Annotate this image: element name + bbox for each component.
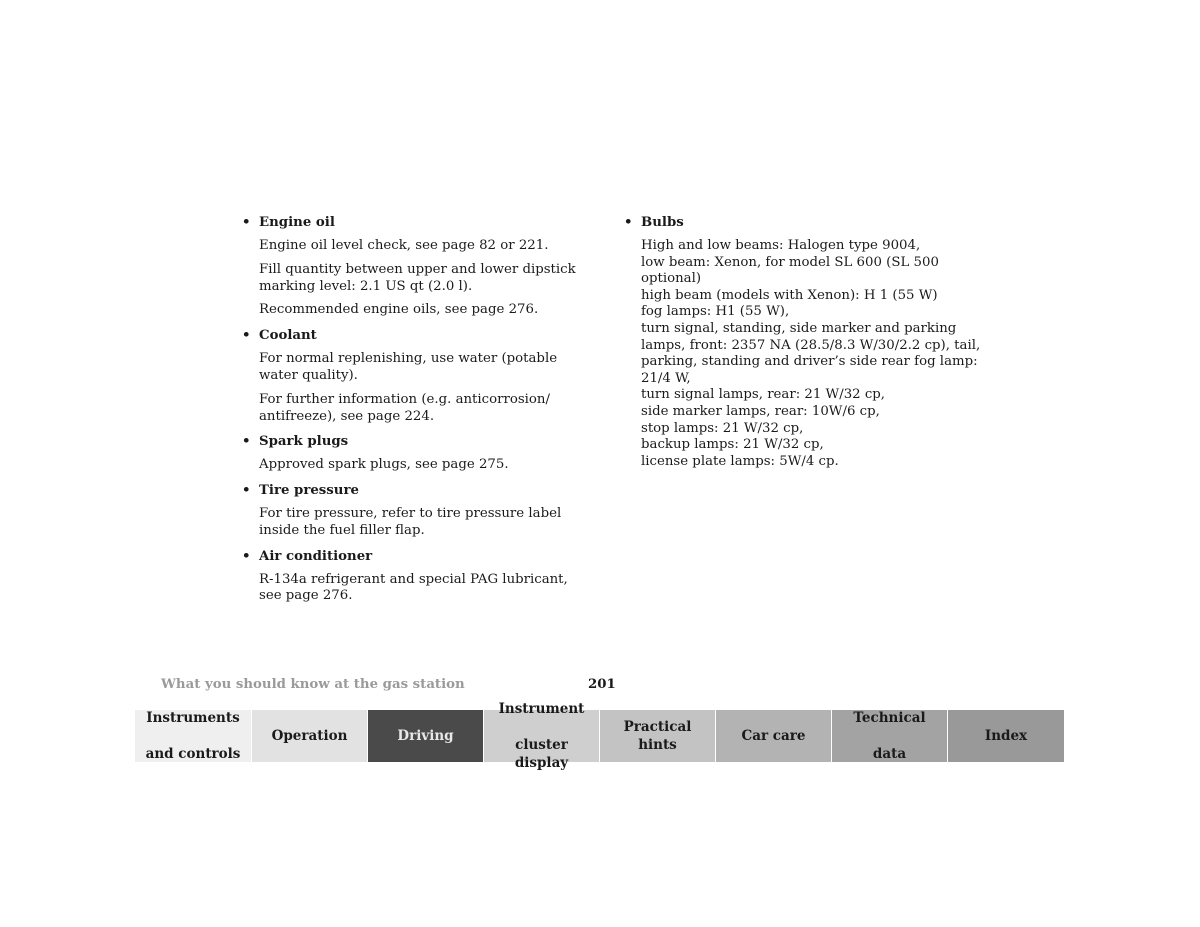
section-line: see page 276.: [259, 588, 353, 604]
tab-label: and controls: [145, 746, 241, 762]
section-paragraph: Fill quantity between upper and lower dipstick marking level: 2.1 US qt (2.0 l).: [259, 261, 576, 294]
bulb-line: turn signal lamps, rear: 21 W/32 cp,: [641, 387, 886, 403]
section-paragraph: Engine oil level check, see page 82 or 221.: [259, 238, 549, 253]
tab-instrument-cluster-display[interactable]: [484, 701, 600, 771]
page-number: 201: [588, 677, 616, 692]
bulb-line: high beam (models with Xenon): H 1 (55 W): [641, 287, 938, 303]
bullet-icon: •: [242, 548, 251, 564]
tab-car-care[interactable]: [716, 710, 832, 762]
bullet-icon: •: [242, 328, 251, 344]
bulb-line: license plate lamps: 5W/4 cp.: [641, 453, 839, 469]
bulb-line: backup lamps: 21 W/32 cp,: [641, 437, 824, 453]
tab-label: Driving: [397, 728, 454, 744]
tab-instruments-and-controls[interactable]: [135, 710, 252, 762]
section-heading: Bulbs: [641, 215, 684, 230]
bulb-line: low beam: Xenon, for model SL 600 (SL 500: [641, 254, 939, 270]
tab-label: cluster display: [514, 737, 569, 771]
tab-label: Instruments: [146, 710, 240, 726]
bulbs-list: [624, 238, 981, 470]
bulb-line: stop lamps: 21 W/32 cp,: [641, 420, 804, 436]
bulb-line: side marker lamps, rear: 10W/6 cp,: [641, 403, 880, 419]
bullet-icon: •: [624, 215, 633, 230]
tab-label: Technical: [853, 710, 926, 726]
tab-label: Index: [984, 728, 1028, 744]
tab-label: Instrument: [498, 701, 585, 717]
section-paragraph: For further information (e.g. anticorrosion/ antifreeze), see page 224.: [259, 391, 550, 424]
bullet-icon: •: [242, 483, 251, 499]
tab-label: Car care: [741, 728, 806, 744]
section-engine-oil: [242, 213, 587, 319]
section-tire-pressure: [242, 481, 587, 540]
bulb-line: 21/4 W,: [641, 370, 691, 386]
tab-label: Practical hints: [623, 719, 692, 753]
left-column: [242, 213, 587, 605]
section-bulbs: [624, 213, 981, 470]
tab-index[interactable]: [948, 710, 1064, 762]
section-heading: Engine oil: [259, 215, 335, 230]
bulb-line: turn signal, standing, side marker and parking: [641, 320, 957, 336]
footer-section-title: What you should know at the gas station: [161, 677, 465, 692]
bullet-icon: •: [242, 215, 251, 230]
bulb-line: optional): [641, 271, 702, 287]
bulb-line: fog lamps: H1 (55 W),: [641, 304, 790, 320]
bullet-icon: •: [242, 434, 251, 450]
section-heading: Air conditioner: [259, 548, 373, 564]
section-coolant: [242, 326, 587, 425]
section-line: R-134a refrigerant and special PAG lubricant,: [259, 571, 568, 587]
bulb-line: parking, standing and driver’s side rear fog lamp:: [641, 354, 978, 370]
tab-label: data: [872, 746, 907, 762]
section-paragraph: For normal replenishing, use water (potable water quality).: [259, 351, 558, 383]
section-air-conditioner: [242, 547, 587, 605]
chapter-nav: [135, 701, 1064, 771]
section-heading: Tire pressure: [259, 483, 359, 499]
section-spark-plugs: [242, 432, 587, 474]
tab-label: Operation: [271, 728, 348, 744]
bulb-line: lamps, front: 2357 NA (28.5/8.3 W/30/2.2 cp), tail,: [641, 337, 981, 353]
section-heading: Coolant: [259, 328, 317, 344]
tab-practical-hints[interactable]: [600, 710, 716, 762]
section-paragraph: Recommended engine oils, see page 276.: [259, 302, 539, 318]
tab-operation[interactable]: [252, 710, 368, 762]
section-heading: Spark plugs: [259, 434, 349, 450]
section-paragraph: Approved spark plugs, see page 275.: [259, 457, 509, 473]
tab-technical-data[interactable]: [832, 710, 948, 762]
section-paragraph: For tire pressure, refer to tire pressure label inside the fuel filler flap.: [259, 506, 562, 538]
right-column: [624, 213, 981, 470]
tab-driving[interactable]: [368, 710, 484, 762]
bulb-line: High and low beams: Halogen type 9004,: [641, 238, 921, 253]
